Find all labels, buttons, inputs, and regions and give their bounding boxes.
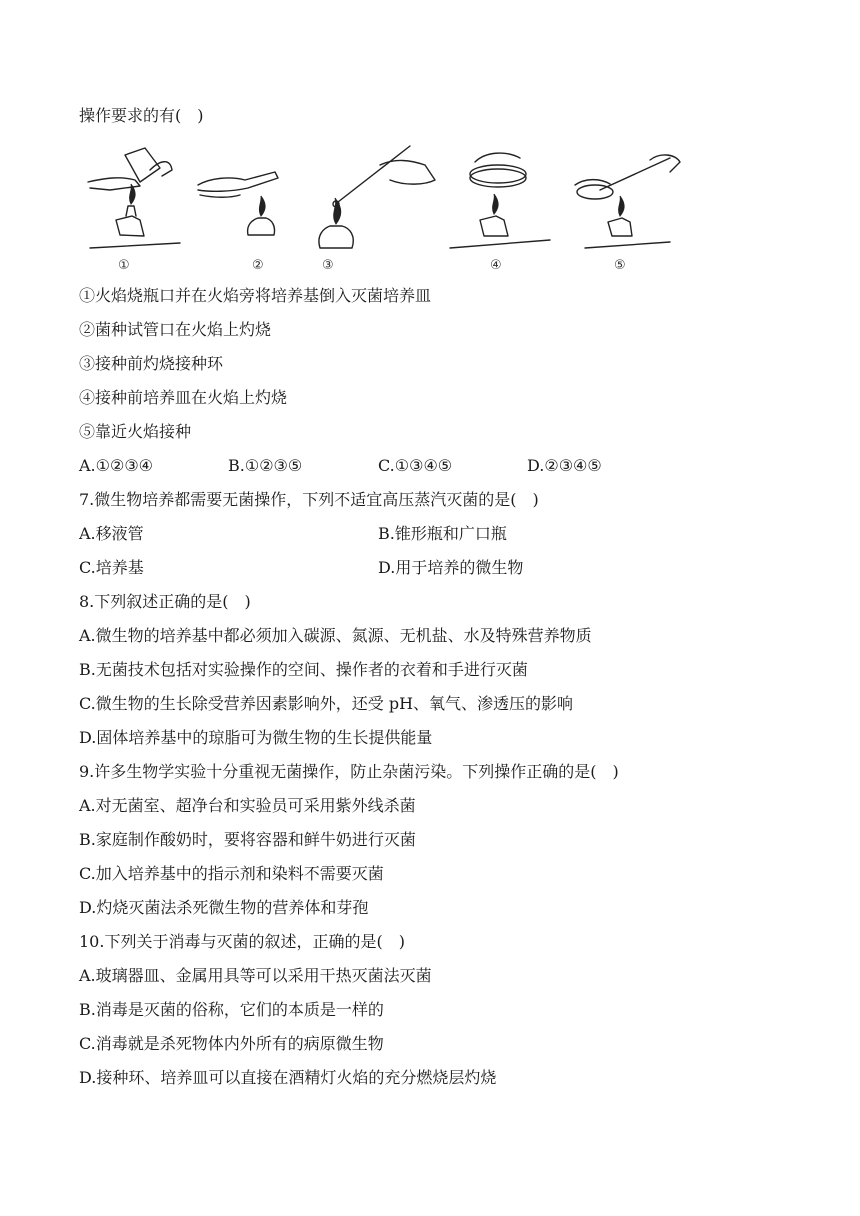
figure-label-4: ④: [490, 258, 502, 273]
q10-option-d[interactable]: D.接种环、培养皿可以直接在酒精灯火焰的充分燃烧层灼烧: [79, 1068, 497, 1087]
q9-option-a[interactable]: A.对无菌室、超净台和实验员可采用紫外线杀菌: [79, 796, 416, 815]
q7-option-d[interactable]: D.用于培养的微生物: [378, 558, 524, 577]
sterile-technique-illustration: [80, 140, 690, 265]
q7-option-a[interactable]: A.移液管: [79, 524, 144, 543]
q9-option-d[interactable]: D.灼烧灭菌法杀死微生物的营养体和芽孢: [79, 898, 369, 917]
q9-option-b[interactable]: B.家庭制作酸奶时，要将容器和鲜牛奶进行灭菌: [79, 830, 416, 849]
q7-stem: 7.微生物培养都需要无菌操作，下列不适宜高压蒸汽灭菌的是( ): [79, 490, 539, 509]
q6-option-b[interactable]: B.①②③⑤: [228, 456, 303, 475]
q6-option-c[interactable]: C.①③④⑤: [378, 456, 453, 475]
q10-option-a[interactable]: A.玻璃器皿、金属用具等可以采用干热灭菌法灭菌: [79, 966, 432, 985]
q10-option-b[interactable]: B.消毒是灭菌的俗称，它们的本质是一样的: [79, 1000, 384, 1019]
q7-option-c[interactable]: C.培养基: [79, 558, 144, 577]
q6-statement-5: ⑤靠近火焰接种: [79, 422, 192, 441]
q10-stem: 10.下列关于消毒与灭菌的叙述，正确的是( ): [79, 932, 405, 951]
panel-2-illustration: [198, 172, 278, 235]
q8-option-c[interactable]: C.微生物的生长除受营养因素影响外，还受 pH、氧气、渗透压的影响: [79, 694, 574, 713]
q8-option-d[interactable]: D.固体培养基中的琼脂可为微生物的生长提供能量: [79, 728, 433, 747]
q6-statement-2: ②菌种试管口在火焰上灼烧: [79, 320, 272, 339]
figure-label-5: ⑤: [614, 258, 626, 273]
q9-stem: 9.许多生物学实验十分重视无菌操作，防止杂菌污染。下列操作正确的是( ): [79, 762, 619, 781]
figure-label-1: ①: [118, 258, 130, 273]
q8-option-b[interactable]: B.无菌技术包括对实验操作的空间、操作者的衣着和手进行灭菌: [79, 660, 528, 679]
q10-option-c[interactable]: C.消毒就是杀死物体内外所有的病原微生物: [79, 1034, 384, 1053]
q6-statement-1: ①火焰烧瓶口并在火焰旁将培养基倒入灭菌培养皿: [79, 286, 432, 305]
q6-stem-tail: 操作要求的有( ): [79, 106, 204, 125]
q7-option-b[interactable]: B.锥形瓶和广口瓶: [378, 524, 507, 543]
q6-figure: [80, 140, 690, 280]
q6-option-a[interactable]: A.①②③④: [79, 456, 154, 475]
q8-stem: 8.下列叙述正确的是( ): [79, 592, 251, 611]
panel-1-illustration: [88, 148, 180, 248]
figure-label-2: ②: [252, 258, 264, 273]
q6-option-d[interactable]: D.②③④⑤: [527, 456, 602, 475]
q8-option-a[interactable]: A.微生物的培养基中都必须加入碳源、氮源、无机盐、水及特殊营养物质: [79, 626, 592, 645]
q6-statement-3: ③接种前灼烧接种环: [79, 354, 224, 373]
panel-3-illustration: [319, 146, 435, 248]
panel-5-illustration: [575, 155, 680, 248]
figure-label-3: ③: [322, 258, 334, 273]
panel-4-illustration: [450, 153, 550, 248]
q9-option-c[interactable]: C.加入培养基中的指示剂和染料不需要灭菌: [79, 864, 384, 883]
q6-statement-4: ④接种前培养皿在火焰上灼烧: [79, 388, 288, 407]
